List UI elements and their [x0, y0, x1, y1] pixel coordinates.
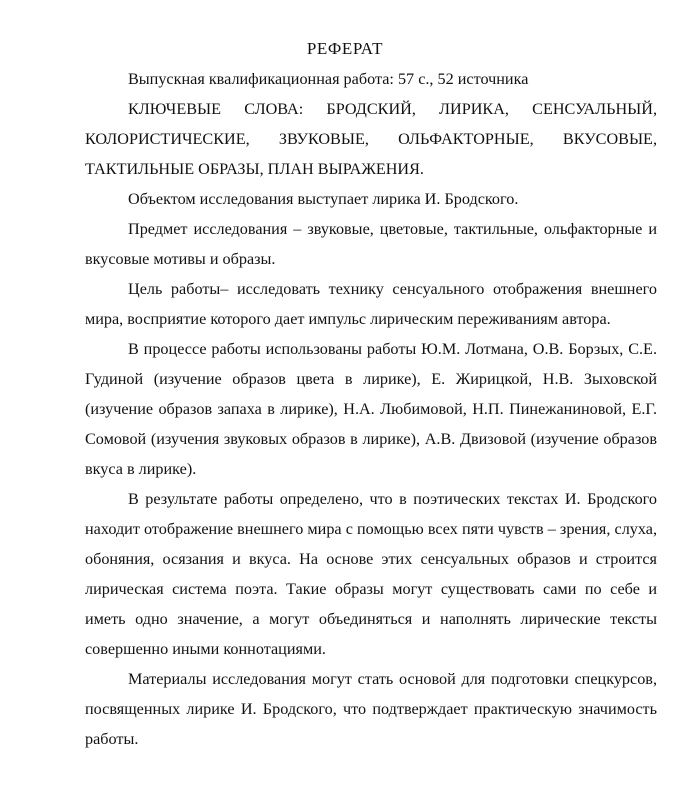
paragraph-volume-line: Выпускная квалификационная работа: 57 с., 52 источника: [128, 70, 529, 88]
paragraph-goal: Цель работы– исследовать технику сенсуального отображения внешнего мира, восприятие которого дает импульс лирическим переживаниям автора.: [85, 280, 657, 328]
paragraph-subject: Предмет исследования – звуковые, цветовые, тактильные, ольфакторные и вкусовые мотивы и образы.: [85, 220, 657, 268]
paragraph-sources: В процессе работы использованы работы Ю.М. Лотмана, О.В. Борзых, С.Е. Гудиной (изучение образов цвета в лирике), Е. Жирицкой, Н.В. Зыховской (изучение образов запаха в лирике), Н.А. Любимовой, Н.П. Пинежаниновой, Е.Г. Сомовой (изучения звуковых образов в лирике), А.В. Двизовой (изучение образов вкуса в лирике).: [85, 340, 657, 478]
paragraph-keywords: КЛЮЧЕВЫЕ СЛОВА: БРОДСКИЙ, ЛИРИКА, СЕНСУАЛЬНЫЙ, КОЛОРИСТИЧЕСКИЕ, ЗВУКОВЫЕ, ОЛЬФАКТОРНЫЕ, ВКУСОВЫЕ, ТАКТИЛЬНЫЕ ОБРАЗЫ, ПЛАН ВЫРАЖЕНИЯ.: [85, 100, 657, 178]
page-title: РЕФЕРАТ: [306, 39, 384, 58]
paragraph-results: В результате работы определено, что в поэтических текстах И. Бродского находит отображение внешнего мира с помощью всех пяти чувств – зрения, слуха, обоняния, осязания и вкуса. На основе этих сенсуальных образов и строится лирическая система поэта. Такие образы могут существовать сами по себе и иметь одно значение, а могут объединяться и наполнять лирические тексты совершенно иными коннотациями.: [85, 490, 657, 658]
paragraph-object: Объектом исследования выступает лирика И. Бродского.: [128, 190, 519, 208]
paragraph-practical-value: Материалы исследования могут стать основой для подготовки спецкурсов, посвященных лирике И. Бродского, что подтверждает практическую значимость работы.: [85, 670, 657, 748]
abstract-body: [85, 64, 657, 754]
